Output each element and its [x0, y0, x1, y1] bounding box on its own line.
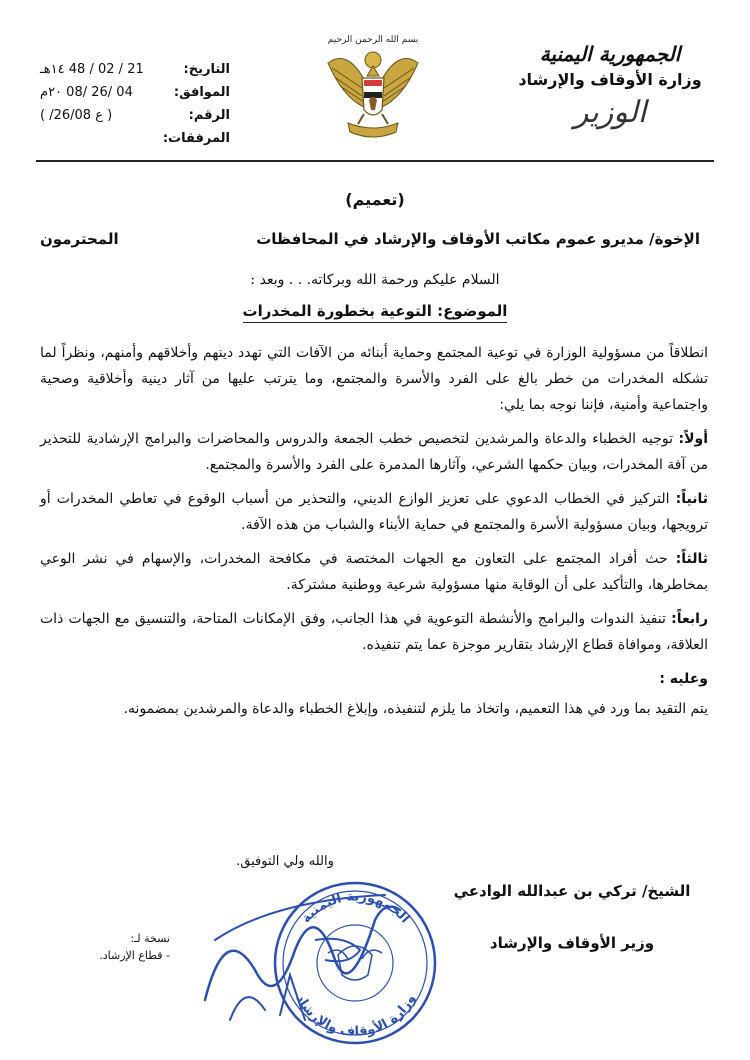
- addressee-to: الإخوة/ مديرو عموم مكاتب الأوقاف والإرشاد في المحافظات: [256, 230, 700, 248]
- minister-label: الوزير: [573, 95, 647, 130]
- point-1-label: أولاً:: [678, 431, 708, 447]
- point-3: [40, 546, 708, 598]
- conclusion-paragraph: يتم التقيد بما ورد في هذا التعميم، واتخاذ ما يلزم لتنفيذه، وإبلاغ الخطباء والدعاة والمرشدين بمضمونه.: [123, 701, 708, 717]
- point-2: [40, 486, 708, 538]
- addressee-line: [40, 230, 700, 248]
- subject-line: [0, 302, 750, 320]
- yemen-eagle-emblem: [318, 28, 428, 158]
- copies-label: نسخة لـ:: [130, 932, 170, 945]
- closing-phrase: والله ولي التوفيق.: [236, 854, 334, 869]
- document-title: (تعميم): [345, 190, 405, 209]
- header-divider: [36, 160, 714, 162]
- point-1-text: توجيه الخطباء والدعاة والمرشدين لتخصيص خطب الجمعة والدروس والمحاضرات والبرامج الإرشادية للتحذير من آفة المخدرات، وبيان حكمها الشرعي، وآثارها المدمرة على الفرد والأسرة والمجتمع.: [40, 431, 708, 473]
- point-2-label: ثانياً:: [675, 491, 709, 507]
- addressee-honorific: المحترمون: [40, 230, 119, 248]
- point-3-label: ثالثاً:: [675, 551, 708, 567]
- point-4-label: رابعاً:: [671, 611, 708, 627]
- point-2-text: التركيز في الخطاب الدعوي على تعزيز الوازع الديني، والتحذير من أسباب الوقوع في تعاطي المخدرات أو ترويجها، وبيان مسؤولية الأسرة والمجتمع في حماية الأبناء والشباب من هذه الآفة.: [40, 491, 708, 533]
- corresponding-label: الموافق:: [173, 85, 230, 100]
- corresponding-value: 04 /26 /08 ٢٠م: [40, 85, 133, 100]
- letter-body: [40, 340, 708, 730]
- date-value: 21 / 02 / 48 ١٤هـ: [40, 62, 144, 77]
- number-label: الرقم:: [188, 108, 230, 123]
- ministry-name: وزارة الأوقاف والإرشاد: [518, 70, 702, 89]
- basmala-text: بسم الله الرحمن الرحيم: [327, 35, 419, 45]
- copies-item: - قطاع الإرشاد.: [99, 949, 170, 962]
- document-meta: [40, 58, 230, 150]
- signatory-title: وزير الأوقاف والإرشاد: [489, 934, 655, 952]
- date-row: [40, 58, 230, 81]
- attachments-row: [40, 127, 230, 150]
- point-4: [40, 606, 708, 658]
- point-4-text: تنفيذ الندوات والبرامج والأنشطة التوعوية في هذا الجانب، وفق الإمكانات المتاحة، والتنسيق مع الجهات ذات العلاقة، وموافاة قطاع الإرشاد بتقارير موجزة عما يتم تنفيذه.: [40, 611, 708, 653]
- point-3-text: حث أفراد المجتمع على التعاون مع الجهات المختصة في مكافحة المخدرات، والإسهام في نشر الوعي بمخاطرها، والتأكيد على أن الوقاية منها مسؤولية شرعية ووطنية مشتركة.: [40, 551, 708, 593]
- copies-block: [40, 932, 170, 966]
- corresponding-row: [40, 81, 230, 104]
- subject-text: الموضوع: التوعية بخطورة المخدرات: [243, 302, 508, 323]
- handwritten-signature: [185, 880, 415, 1030]
- stamp-top-text: الجمهورية اليمنية: [298, 889, 413, 927]
- point-1: [40, 426, 708, 478]
- republic-name: الجمهورية اليمنية: [539, 42, 681, 66]
- number-row: [40, 104, 230, 127]
- signatory-name: الشيخ/ تركي بن عبدالله الوادعي: [453, 882, 691, 900]
- date-label: التاريخ:: [183, 62, 230, 77]
- conclusion-label: وعليه :: [659, 671, 708, 687]
- letterhead-right: [510, 42, 710, 130]
- greeting: السلام عليكم ورحمة الله وبركاته. . . وبعد :: [250, 272, 500, 288]
- attachments-label: المرفقات:: [162, 131, 230, 146]
- stamp-bottom-text: وزارة الأوقاف والإرشاد: [292, 992, 419, 1040]
- number-value: ( ع 26/08/ ): [40, 108, 113, 123]
- intro-paragraph: انطلاقاً من مسؤولية الوزارة في توعية المجتمع وحماية أبنائه من الآفات التي تهدد دينهم وأخلاقهم وأمنهم، ونظراً لما تشكله المخدرات من خطر بالغ على الفرد والأسرة والمجتمع، وما يترتب عليها من آثار دينية وأخلاقية وصحية واجتماعية وأمنية، فإننا نوجه بما يلي:: [40, 345, 708, 413]
